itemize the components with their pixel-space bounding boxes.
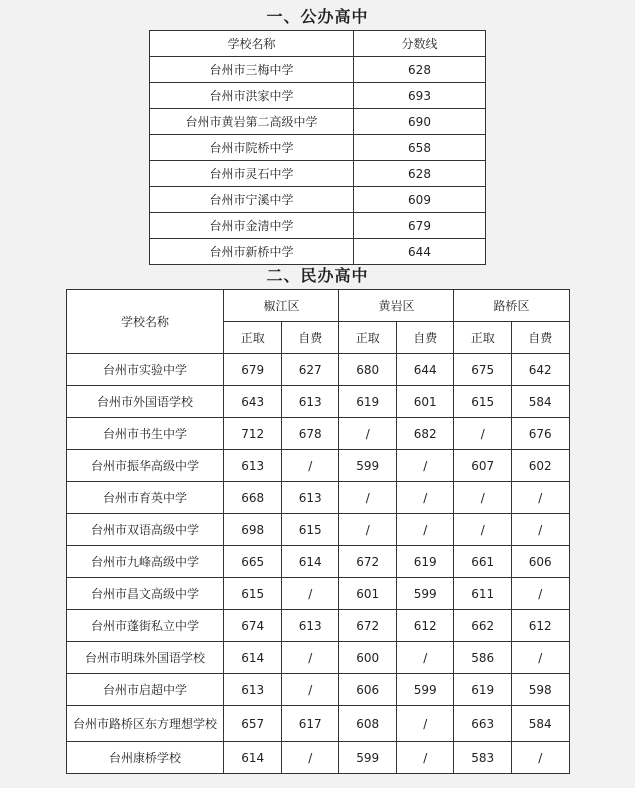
score-cell: 619 xyxy=(454,674,512,706)
column-header-self-funded: 自费 xyxy=(281,322,339,354)
school-name-cell: 台州市启超中学 xyxy=(66,674,224,706)
score-cell: 690 xyxy=(354,109,486,135)
table-row xyxy=(150,213,486,239)
score-cell: 615 xyxy=(224,578,282,610)
score-cell: 619 xyxy=(339,386,397,418)
column-header-district: 路桥区 xyxy=(454,290,569,322)
score-cell: 606 xyxy=(339,674,397,706)
column-header-school-name: 学校名称 xyxy=(66,290,224,354)
school-name-cell: 台州康桥学校 xyxy=(66,742,224,774)
table-row xyxy=(66,546,569,578)
school-name-cell: 台州市蓬街私立中学 xyxy=(66,610,224,642)
score-cell: 676 xyxy=(511,418,569,450)
score-cell: 613 xyxy=(224,450,282,482)
private-school-table xyxy=(66,289,570,774)
score-cell: / xyxy=(339,482,397,514)
score-cell: / xyxy=(454,418,512,450)
score-cell: / xyxy=(511,578,569,610)
score-cell: 663 xyxy=(454,706,512,742)
score-cell: 679 xyxy=(354,213,486,239)
table-row xyxy=(66,742,569,774)
column-header-district: 椒江区 xyxy=(224,290,339,322)
score-cell: 693 xyxy=(354,83,486,109)
score-cell: / xyxy=(396,642,454,674)
score-cell: 643 xyxy=(224,386,282,418)
score-cell: 627 xyxy=(281,354,339,386)
table-row xyxy=(150,57,486,83)
score-cell: 675 xyxy=(454,354,512,386)
table-row xyxy=(66,514,569,546)
table-row xyxy=(66,706,569,742)
score-cell: 617 xyxy=(281,706,339,742)
school-name-cell: 台州市金清中学 xyxy=(150,213,354,239)
table-row xyxy=(66,450,569,482)
table-header-row xyxy=(66,290,569,322)
score-cell: 584 xyxy=(511,386,569,418)
column-header-district: 黄岩区 xyxy=(339,290,454,322)
column-header-regular: 正取 xyxy=(339,322,397,354)
score-cell: 602 xyxy=(511,450,569,482)
score-cell: 599 xyxy=(396,674,454,706)
score-cell: 586 xyxy=(454,642,512,674)
score-cell: / xyxy=(396,706,454,742)
score-cell: 613 xyxy=(281,482,339,514)
score-cell: / xyxy=(396,482,454,514)
score-cell: 674 xyxy=(224,610,282,642)
score-cell: 598 xyxy=(511,674,569,706)
table-row xyxy=(66,674,569,706)
school-name-cell: 台州市育英中学 xyxy=(66,482,224,514)
public-section-title: 一、公办高中 xyxy=(266,7,369,26)
private-section-title: 二、民办高中 xyxy=(266,266,369,285)
school-name-cell: 台州市实验中学 xyxy=(66,354,224,386)
score-cell: 712 xyxy=(224,418,282,450)
score-cell: 678 xyxy=(281,418,339,450)
score-cell: 584 xyxy=(511,706,569,742)
school-name-cell: 台州市明珠外国语学校 xyxy=(66,642,224,674)
score-cell: 668 xyxy=(224,482,282,514)
score-cell: 600 xyxy=(339,642,397,674)
school-name-cell: 台州市外国语学校 xyxy=(66,386,224,418)
score-cell: 612 xyxy=(396,610,454,642)
column-header-self-funded: 自费 xyxy=(511,322,569,354)
score-cell: / xyxy=(396,450,454,482)
table-row xyxy=(150,161,486,187)
score-cell: / xyxy=(396,742,454,774)
table-row xyxy=(66,418,569,450)
column-header-regular: 正取 xyxy=(454,322,512,354)
score-cell: 607 xyxy=(454,450,512,482)
score-cell: 613 xyxy=(224,674,282,706)
score-cell: 601 xyxy=(396,386,454,418)
school-name-cell: 台州市院桥中学 xyxy=(150,135,354,161)
table-row xyxy=(150,187,486,213)
column-header-regular: 正取 xyxy=(224,322,282,354)
score-cell: 644 xyxy=(396,354,454,386)
public-school-table xyxy=(149,30,486,265)
score-cell: 644 xyxy=(354,239,486,265)
score-cell: 615 xyxy=(281,514,339,546)
score-cell: 665 xyxy=(224,546,282,578)
score-cell: 672 xyxy=(339,546,397,578)
score-cell: 658 xyxy=(354,135,486,161)
score-cell: 613 xyxy=(281,610,339,642)
score-cell: 661 xyxy=(454,546,512,578)
column-header-school-name: 学校名称 xyxy=(150,31,354,57)
score-cell: 619 xyxy=(396,546,454,578)
score-cell: 601 xyxy=(339,578,397,610)
score-cell: / xyxy=(339,418,397,450)
table-row xyxy=(150,83,486,109)
score-cell: / xyxy=(281,450,339,482)
school-name-cell: 台州市三梅中学 xyxy=(150,57,354,83)
score-cell: 613 xyxy=(281,386,339,418)
table-header-row xyxy=(150,31,486,57)
score-cell: 599 xyxy=(339,742,397,774)
score-cell: 599 xyxy=(396,578,454,610)
table-row xyxy=(66,642,569,674)
table-row xyxy=(150,135,486,161)
table-row xyxy=(66,386,569,418)
table-row xyxy=(66,482,569,514)
score-cell: / xyxy=(281,578,339,610)
score-cell: 628 xyxy=(354,161,486,187)
score-cell: 612 xyxy=(511,610,569,642)
score-cell: 679 xyxy=(224,354,282,386)
score-cell: 611 xyxy=(454,578,512,610)
table-row xyxy=(66,354,569,386)
school-name-cell: 台州市双语高级中学 xyxy=(66,514,224,546)
school-name-cell: 台州市九峰高级中学 xyxy=(66,546,224,578)
table-row xyxy=(150,239,486,265)
score-cell: 614 xyxy=(224,642,282,674)
score-cell: / xyxy=(281,674,339,706)
score-cell: 614 xyxy=(281,546,339,578)
score-cell: 682 xyxy=(396,418,454,450)
score-cell: 672 xyxy=(339,610,397,642)
school-name-cell: 台州市灵石中学 xyxy=(150,161,354,187)
school-name-cell: 台州市宁溪中学 xyxy=(150,187,354,213)
table-row xyxy=(150,109,486,135)
score-cell: 642 xyxy=(511,354,569,386)
school-name-cell: 台州市路桥区东方理想学校 xyxy=(66,706,224,742)
score-cell: 614 xyxy=(224,742,282,774)
score-cell: 657 xyxy=(224,706,282,742)
school-name-cell: 台州市书生中学 xyxy=(66,418,224,450)
score-cell: 609 xyxy=(354,187,486,213)
table-row xyxy=(66,610,569,642)
score-cell: 698 xyxy=(224,514,282,546)
score-cell: / xyxy=(454,514,512,546)
score-cell: 662 xyxy=(454,610,512,642)
score-cell: / xyxy=(511,514,569,546)
score-cell: / xyxy=(339,514,397,546)
column-header-self-funded: 自费 xyxy=(396,322,454,354)
score-cell: / xyxy=(511,642,569,674)
score-cell: / xyxy=(454,482,512,514)
column-header-score-line: 分数线 xyxy=(354,31,486,57)
table-row xyxy=(66,578,569,610)
score-cell: 599 xyxy=(339,450,397,482)
score-cell: 606 xyxy=(511,546,569,578)
score-cell: 615 xyxy=(454,386,512,418)
school-name-cell: 台州市黄岩第二高级中学 xyxy=(150,109,354,135)
school-name-cell: 台州市振华高级中学 xyxy=(66,450,224,482)
score-cell: / xyxy=(396,514,454,546)
score-cell: / xyxy=(511,742,569,774)
score-cell: / xyxy=(281,742,339,774)
score-cell: 583 xyxy=(454,742,512,774)
score-cell: / xyxy=(511,482,569,514)
score-cell: 628 xyxy=(354,57,486,83)
score-cell: 608 xyxy=(339,706,397,742)
school-name-cell: 台州市昌文高级中学 xyxy=(66,578,224,610)
school-name-cell: 台州市洪家中学 xyxy=(150,83,354,109)
school-name-cell: 台州市新桥中学 xyxy=(150,239,354,265)
score-cell: / xyxy=(281,642,339,674)
score-cell: 680 xyxy=(339,354,397,386)
